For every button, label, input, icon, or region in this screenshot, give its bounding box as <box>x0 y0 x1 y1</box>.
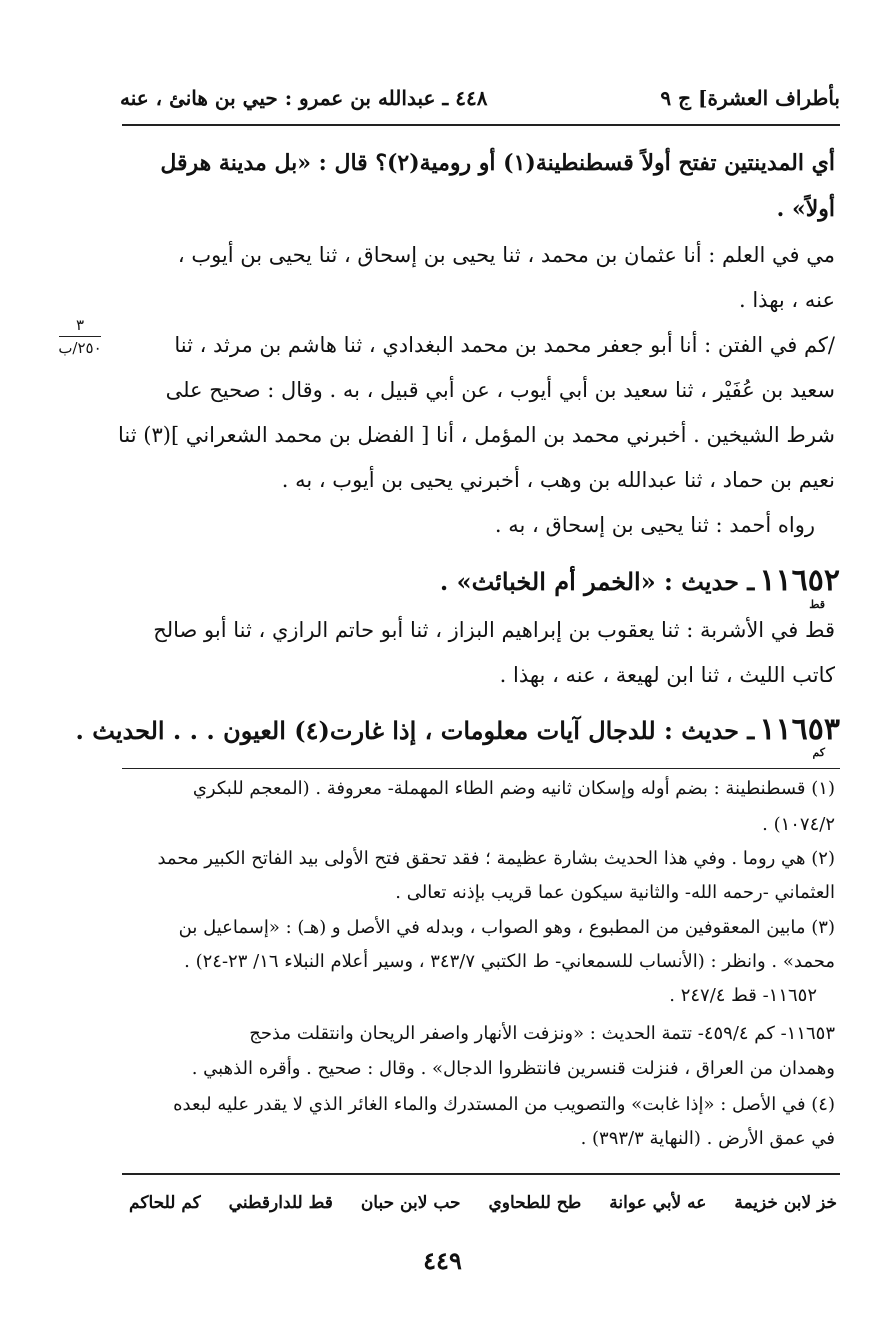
body-line: /كم في الفتن : أنا أبو جعفر محمد بن محمد البغدادي ، ثنا هاشم بن مرثد ، ثنا <box>174 333 835 357</box>
abbrev-ibn-khuzayma: خز لابن خزيمة <box>734 1193 837 1213</box>
body-line: كاتب الليث ، ثنا ابن لهيعة ، عنه ، بهذا . <box>499 663 835 687</box>
footnote-line: (٢) هي روما . وفي هذا الحديث بشارة عظيمة ؛ فقد تحقق فتح الأولى بيد الفاتح الكبير محمد <box>157 848 835 869</box>
margin-note-divider <box>59 336 101 337</box>
footnote-line: ١٠٧٤/٢) . <box>762 814 835 835</box>
abbreviations-rule <box>122 1173 840 1175</box>
body-line: عنه ، بهذا . <box>739 288 835 312</box>
page-number: ٤٤٩ <box>423 1246 462 1275</box>
margin-note-top: ٣ <box>75 316 85 334</box>
hadith-source-code: كم <box>812 746 825 759</box>
footnote-line: (٣) مابين المعقوفين من المطبوع ، وهو الصواب ، وبدله في الأصل و (هـ) : «إسماعيل بن <box>178 917 835 938</box>
footnote-line: ١١٦٥٢- قط ٢٤٧/٤ . <box>669 985 817 1006</box>
abbrev-hakim: كم للحاكم <box>129 1193 201 1213</box>
footnote-line: محمد» . وانظر : (الأنساب للسمعاني- ط الكتبي ٣٤٣/٧ ، وسير أعلام النبلاء ١٦/ ٢٣-٢٤) . <box>184 951 835 972</box>
margin-folio-note <box>55 316 105 357</box>
body-line: مي في العلم : أنا عثمان بن محمد ، ثنا يحيى بن إسحاق ، ثنا يحيى بن أيوب ، <box>177 243 835 267</box>
hadith-title: ـ حديث : «الخمر أم الخبائث» . <box>439 567 755 596</box>
running-header-title: بأطراف العشرة] ج ٩ <box>660 86 840 110</box>
body-line: سعيد بن عُفَيْر ، ثنا سعيد بن أبي أيوب ، عن أبي قبيل ، به . وقال : صحيح على <box>165 378 835 402</box>
footnote-line: وهمدان من العراق ، فنزلت قنسرين فانتظروا الدجال» . وقال : صحيح . وأقره الذهبي . <box>191 1058 835 1079</box>
footnote-line: ١١٦٥٣- كم ٤٥٩/٤- تتمة الحديث : «ونزفت الأنهار واصفر الريحان وانتقلت مذحج <box>249 1023 835 1044</box>
abbreviations-legend <box>107 1193 837 1213</box>
body-line: شرط الشيخين . أخبرني محمد بن المؤمل ، أنا [ الفضل بن محمد الشعراني ](٣) ثنا <box>118 423 835 447</box>
body-line: نعيم بن حماد ، ثنا عبدالله بن وهب ، أخبرني يحيى بن أيوب ، به . <box>281 468 835 492</box>
hadith-heading-11652 <box>440 563 840 598</box>
abbrev-tahawi: طح للطحاوي <box>488 1193 582 1213</box>
running-header-section: ٤٤٨ ـ عبدالله بن عمرو : حيي بن هانئ ، عنه <box>120 86 488 110</box>
footnote-line: (٤) في الأصل : «إذا غابت» والتصويب من المستدرك والماء الغائر الذي لا يقدر عليه لبعده <box>173 1094 835 1115</box>
body-line: رواه أحمد : ثنا يحيى بن إسحاق ، به . <box>494 513 815 537</box>
hadith-title: ـ حديث : للدجال آيات معلومات ، إذا غارت(٤) العيون . . . الحديث . <box>75 716 755 745</box>
hadith-heading-11653 <box>76 712 840 747</box>
abbrev-abu-awana: عه لأبي عوانة <box>609 1193 707 1213</box>
abbrev-ibn-hibban: حب لابن حبان <box>360 1193 461 1213</box>
hadith-source-code: قط <box>809 598 825 611</box>
footnote-line: (١) قسطنطينة : بضم أوله وإسكان ثانيه وضم الطاء المهملة- معروفة . (المعجم للبكري <box>192 778 835 799</box>
footnote-line: في عمق الأرض . (النهاية ٣٩٣/٣) . <box>580 1128 835 1149</box>
hadith-number: ١١٦٥٢ <box>759 563 840 598</box>
header-rule <box>122 124 840 126</box>
margin-note-bottom: ٢٥٠/ب <box>58 339 102 357</box>
abbrev-daraqutni: قط للدارقطني <box>228 1193 333 1213</box>
footnote-line: العثماني -رحمه الله- والثانية سيكون عما قريب بإذنه تعالى . <box>395 882 835 903</box>
body-line: قط في الأشربة : ثنا يعقوب بن إبراهيم البزاز ، ثنا أبو حاتم الرازي ، ثنا أبو صالح <box>153 618 835 642</box>
body-line: أولاً» . <box>776 196 835 222</box>
footnote-rule <box>122 768 840 769</box>
hadith-number: ١١٦٥٣ <box>759 712 840 747</box>
body-line: أي المدينتين تفتح أولاً قسطنطينة(١) أو رومية(٢)؟ قال : «بل مدينة هرقل <box>160 150 835 176</box>
